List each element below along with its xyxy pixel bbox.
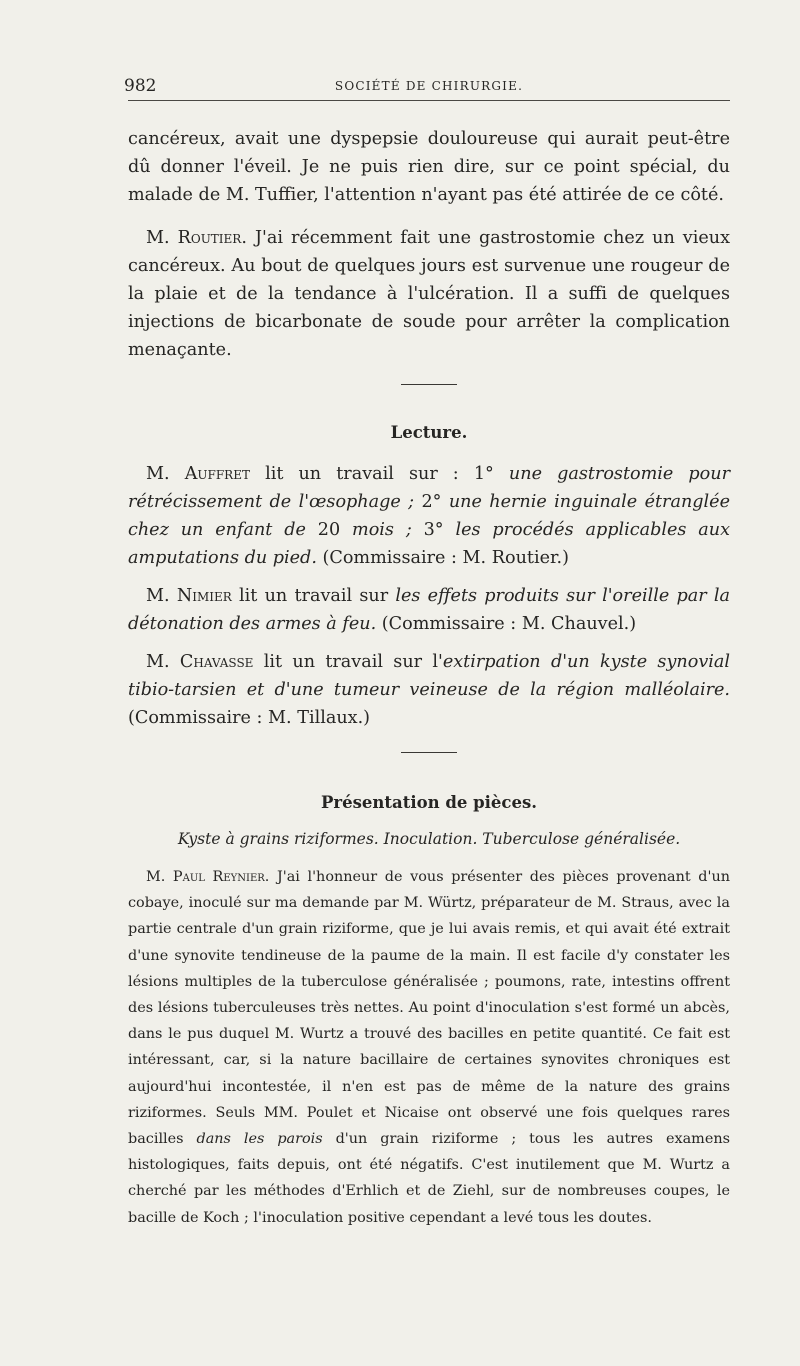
chavasse-commissaire: (Commissaire : M. Tillaux.) — [128, 708, 371, 728]
reynier-text-2: d'un grain riziforme ; tous les autres examens histologiques, faits depuis, ont été négatifs. C'est inutilement que M. Wurtz a cherché par les méthodes d'Erhlich et de Ziehl, sur de nombreuses coupes, le bacille de Koch ; l'inoculation positive cependant a levé tous les doutes. — [128, 1131, 730, 1226]
auffret-text-3: 20 — [305, 520, 353, 540]
routier-text: J'ai récemment fait une gastrostomie chez un vieux cancéreux. Au bout de quelques jours est survenue une rougeur de la plaie et de la tendance à l'ulcération. Il a suffi de quelques injections de bicarbonate de soude pour arrêter la complication menaçante. — [128, 228, 731, 360]
running-title: SOCIÉTÉ DE CHIRURGIE. — [334, 79, 524, 93]
nimier-text-1: lit un travail sur — [231, 586, 396, 606]
auffret-text-2: 2° — [414, 492, 449, 512]
auffret-text-4: 3° — [411, 520, 456, 540]
speaker-prefix: M. — [146, 652, 180, 672]
auffret-title-3: mois ; — [352, 520, 412, 540]
page-header — [124, 74, 730, 101]
auffret-commissaire: (Commissaire : M. Routier.) — [316, 548, 569, 568]
speaker-prefix: M. — [146, 586, 177, 606]
auffret-title-1: une gastrostomie pour rétrécissement de l'œsophage ; — [128, 464, 731, 512]
auffret-text-1: lit un travail sur : 1° — [249, 464, 509, 484]
page — [124, 74, 731, 1231]
presentation-heading: Présentation de pièces. — [321, 793, 537, 812]
reynier-paragraph — [128, 864, 730, 1231]
speaker-auffret: Auffret — [184, 464, 250, 484]
speaker-routier: Routier. — [177, 228, 247, 248]
chavasse-paragraph — [128, 648, 730, 732]
speaker-chavasse: Chavasse — [179, 652, 254, 672]
speaker-reynier: Paul Reynier. — [172, 869, 270, 885]
chavasse-title: extirpation d'un kyste synovial tibio-tarsien et d'une tumeur veineuse de la région malléolaire. — [128, 652, 730, 700]
reynier-text-1: J'ai l'honneur de vous présenter des pièces provenant d'un cobaye, inoculé sur ma demande par M. Würtz, préparateur de M. Straus, avec la partie centrale d'un grain riziforme, que je lui avais remis, et qui avait été extrait d'une synovite tendineuse de la paume de la main. Il est facile d'y constater les lésions multiples de la tuberculose généralisée ; poumons, rate, intestins offrent des lésions tuberculeuses très nettes. Au point d'inoculation s'est formé un abcès, dans le pus duquel M. Wurtz a trouvé des bacilles en petite quantité. Ce fait est intéressant, car, si la nature bacillaire de certaines synovites chroniques est aujourd'hui incontestée, il n'en est pas de même de la nature des grains riziformes. Seuls MM. Poulet et Nicaise ont observé une fois quelques rares bacilles — [128, 869, 730, 1148]
section-rule — [401, 384, 457, 385]
auffret-title-2: une hernie inguinale étranglée chez un enfant de — [128, 492, 731, 540]
continuation-paragraph: cancéreux, avait une dyspepsie douloureuse qui aurait peut-être dû donner l'éveil. Je ne puis rien dire, sur ce point spécial, du malade de M. Tuffier, l'attention n'ayant pas été attirée de ce côté. — [128, 129, 730, 205]
lecture-heading: Lecture. — [390, 423, 468, 442]
chavasse-text-1: lit un travail sur l' — [253, 652, 443, 672]
nimier-title: les effets produits sur l'oreille par la détonation des armes à feu. — [128, 586, 731, 634]
page-number: 982 — [124, 76, 157, 96]
auffret-paragraph — [128, 460, 730, 572]
auffret-title-4: les procédés applicables aux amputations du pied. — [128, 520, 730, 568]
routier-paragraph — [128, 224, 730, 364]
section-rule — [401, 752, 457, 753]
speaker-prefix: M. — [146, 869, 173, 885]
speaker-nimier: Nimier — [176, 586, 232, 606]
reynier-italic: dans les parois — [196, 1131, 323, 1148]
presentation-subtitle: Kyste à grains riziformes. Inoculation. Tuberculose généralisée. — [177, 830, 681, 848]
speaker-prefix: M. — [146, 228, 178, 248]
nimier-paragraph — [128, 582, 730, 638]
nimier-commissaire: (Commissaire : M. Chauvel.) — [376, 614, 637, 634]
speaker-prefix: M. — [146, 464, 185, 484]
